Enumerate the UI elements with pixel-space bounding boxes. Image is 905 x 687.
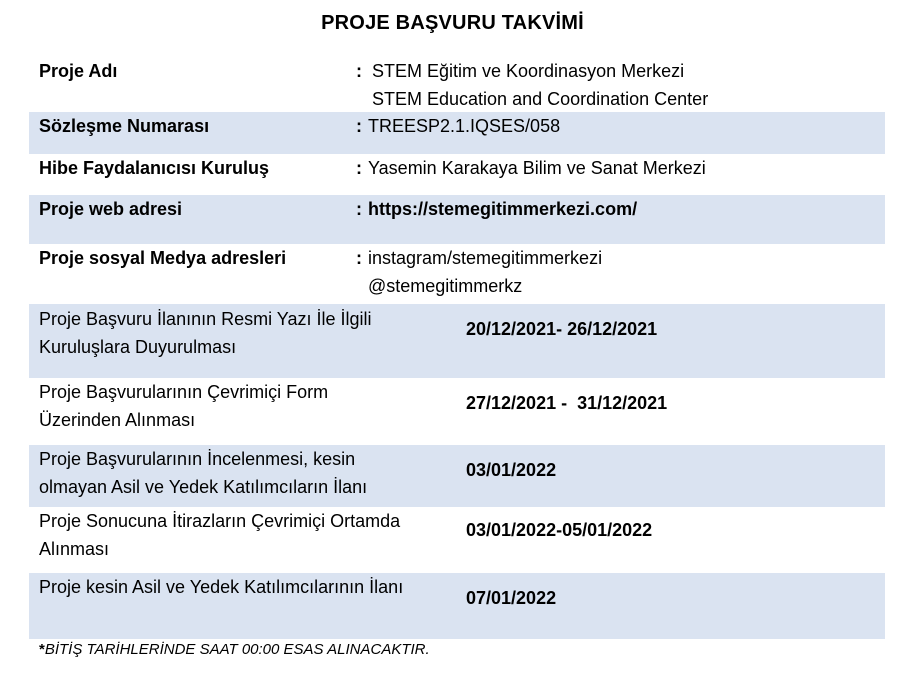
schedule-label-line: Proje Sonucuna İtirazların Çevrimiçi Ortamda [39, 511, 401, 531]
schedule-label-line: olmayan Asil ve Yedek Katılımcıların İlanı [39, 477, 368, 497]
schedule-date: 27/12/2021 - 31/12/2021 [466, 393, 668, 413]
page-title: PROJE BAŞVURU TAKVİMİ [321, 12, 584, 34]
schedule-row [29, 573, 885, 639]
schedule-date: 07/01/2022 [466, 588, 557, 608]
info-value-line: STEM Education and Coordination Center [372, 89, 709, 109]
info-label: Proje Adı [39, 61, 118, 81]
info-row-beneficiary [29, 154, 885, 194]
info-value-line: Yasemin Karakaya Bilim ve Sanat Merkezi [368, 158, 706, 178]
schedule-row [29, 507, 885, 573]
schedule-date: 03/01/2022-05/01/2022 [466, 520, 653, 540]
schedule-label-line: Proje Başvurularının İncelenmesi, kesin [39, 449, 356, 469]
info-label: Sözleşme Numarası [39, 116, 210, 136]
schedule-label-line: Proje kesin Asil ve Yedek Katılımcılarının İlanı [39, 577, 404, 597]
info-value-line: @stemegitimmerkz [368, 276, 523, 296]
schedule-row [29, 378, 885, 445]
info-row-web-address [29, 195, 885, 244]
footnote-text: BİTİŞ TARİHLERİNDE SAAT 00:00 ESAS ALINACAKTIR. [44, 641, 430, 658]
info-row-contract-number [29, 112, 885, 154]
info-value-line: instagram/stemegitimmerkezi [368, 248, 603, 268]
info-row-social-media [29, 244, 885, 304]
info-colon: : [356, 158, 362, 178]
schedule-label-line: Alınması [39, 539, 110, 559]
info-colon: : [356, 61, 362, 81]
schedule-row [29, 304, 885, 378]
info-label: Hibe Faydalanıcısı Kuruluş [39, 158, 270, 178]
schedule-label-line: Proje Başvurularının Çevrimiçi Form [39, 382, 329, 402]
schedule-label-line: Üzerinden Alınması [39, 410, 196, 430]
info-value-line: STEM Eğitim ve Koordinasyon Merkezi [372, 61, 685, 81]
schedule-date: 03/01/2022 [466, 460, 557, 480]
info-colon: : [356, 116, 362, 136]
info-colon: : [356, 199, 362, 219]
footnote-asterisk: * [39, 641, 45, 658]
info-label: Proje web adresi [39, 199, 183, 219]
info-value-line: TREESP2.1.IQSES/058 [368, 116, 561, 136]
info-row-project-name [29, 57, 885, 113]
schedule-label-line: Kuruluşlara Duyurulması [39, 337, 237, 357]
schedule-row [29, 445, 885, 507]
info-label: Proje sosyal Medya adresleri [39, 248, 287, 268]
info-colon: : [356, 248, 362, 268]
schedule-date: 20/12/2021- 26/12/2021 [466, 319, 658, 339]
web-address-link[interactable]: https://stemegitimmerkezi.com/ [368, 199, 638, 219]
schedule-label-line: Proje Başvuru İlanının Resmi Yazı İle İlgili [39, 309, 372, 329]
footnote [39, 641, 430, 658]
